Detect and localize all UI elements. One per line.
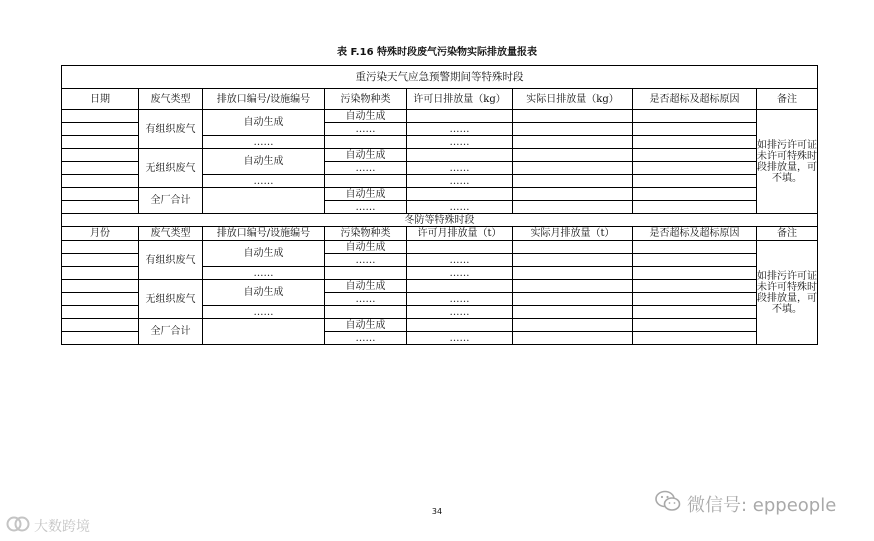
- pollutant-cell: ……: [325, 162, 407, 175]
- exceed-cell[interactable]: [633, 254, 757, 267]
- date-cell[interactable]: [62, 201, 139, 214]
- actual-cell[interactable]: [513, 162, 633, 175]
- remark-cell: 如排污许可证未许可特殊时段排放量，可不填。: [757, 241, 818, 345]
- month-cell[interactable]: [62, 319, 139, 332]
- exceed-cell[interactable]: [633, 123, 757, 136]
- header-gas-type: 废气类型: [139, 227, 203, 241]
- pollutant-cell[interactable]: [325, 306, 407, 319]
- date-cell[interactable]: [62, 188, 139, 201]
- pollutant-cell: 自动生成: [325, 149, 407, 162]
- emission-report-table: [61, 65, 818, 345]
- month-cell[interactable]: [62, 293, 139, 306]
- gas-type-cell: 全厂合计: [139, 188, 203, 214]
- permit-cell[interactable]: [407, 280, 513, 293]
- header-date: 日期: [62, 89, 139, 110]
- pollutant-cell: ……: [325, 293, 407, 306]
- header-remark: 备注: [757, 89, 818, 110]
- exceed-cell[interactable]: [633, 332, 757, 345]
- pollutant-cell[interactable]: [325, 267, 407, 280]
- header-row: [62, 89, 818, 110]
- actual-cell[interactable]: [513, 110, 633, 123]
- permit-cell: ……: [407, 175, 513, 188]
- pollutant-cell: 自动生成: [325, 319, 407, 332]
- header-gas-type: 废气类型: [139, 89, 203, 110]
- pollutant-cell: ……: [325, 332, 407, 345]
- month-cell[interactable]: [62, 267, 139, 280]
- month-cell[interactable]: [62, 254, 139, 267]
- table-row: [62, 149, 818, 162]
- month-cell[interactable]: [62, 306, 139, 319]
- date-cell[interactable]: [62, 162, 139, 175]
- pollutant-cell: ……: [325, 123, 407, 136]
- table-row: [62, 319, 818, 332]
- outlet-cell: 自动生成: [203, 280, 325, 306]
- pollutant-cell: 自动生成: [325, 110, 407, 123]
- brand-watermark: [6, 514, 90, 538]
- pollutant-cell: 自动生成: [325, 280, 407, 293]
- header-pollutant: 污染物种类: [325, 227, 407, 241]
- actual-cell[interactable]: [513, 332, 633, 345]
- table-caption: 表 F.16 特殊时段废气污染物实际排放量报表: [336, 47, 538, 58]
- exceed-cell[interactable]: [633, 306, 757, 319]
- header-exceed: 是否超标及超标原因: [633, 89, 757, 110]
- exceed-cell[interactable]: [633, 293, 757, 306]
- header-outlet-id: 排放口编号/设施编号: [203, 89, 325, 110]
- month-cell[interactable]: [62, 280, 139, 293]
- permit-cell[interactable]: [407, 149, 513, 162]
- pollutant-cell[interactable]: [325, 175, 407, 188]
- table-row: [62, 188, 818, 201]
- actual-cell[interactable]: [513, 175, 633, 188]
- actual-cell[interactable]: [513, 267, 633, 280]
- date-cell[interactable]: [62, 175, 139, 188]
- outlet-cell: [203, 319, 325, 345]
- page-number: 34: [431, 507, 443, 516]
- section-title-heavy-pollution: 重污染天气应急预警期间等特殊时段: [62, 66, 818, 89]
- gas-type-cell: 有组织废气: [139, 110, 203, 149]
- header-exceed: 是否超标及超标原因: [633, 227, 757, 241]
- permit-cell: ……: [407, 306, 513, 319]
- actual-cell[interactable]: [513, 241, 633, 254]
- exceed-cell[interactable]: [633, 241, 757, 254]
- actual-cell[interactable]: [513, 136, 633, 149]
- header-row: [62, 227, 818, 241]
- outlet-cell: 自动生成: [203, 241, 325, 267]
- pollutant-cell: 自动生成: [325, 241, 407, 254]
- date-cell[interactable]: [62, 110, 139, 123]
- exceed-cell[interactable]: [633, 267, 757, 280]
- actual-cell[interactable]: [513, 293, 633, 306]
- brand-watermark-text: 大数跨境: [34, 519, 90, 535]
- wechat-icon: [655, 490, 681, 517]
- permit-cell: ……: [407, 123, 513, 136]
- actual-cell[interactable]: [513, 188, 633, 201]
- date-cell[interactable]: [62, 123, 139, 136]
- wechat-watermark: [655, 490, 836, 517]
- permit-cell: ……: [407, 293, 513, 306]
- brand-logo-icon: [6, 514, 30, 538]
- permit-cell: ……: [407, 332, 513, 345]
- remark-cell: 如排污许可证未许可特殊时段排放量，可不填。: [757, 110, 818, 214]
- permit-cell[interactable]: [407, 241, 513, 254]
- gas-type-cell: 无组织废气: [139, 280, 203, 319]
- outlet-cell: ……: [203, 306, 325, 319]
- header-remark: 备注: [757, 227, 818, 241]
- outlet-cell: ……: [203, 175, 325, 188]
- permit-cell: ……: [407, 136, 513, 149]
- actual-cell[interactable]: [513, 254, 633, 267]
- exceed-cell[interactable]: [633, 188, 757, 201]
- header-outlet-id: 排放口编号/设施编号: [203, 227, 325, 241]
- header-actual-amount: 实际月排放量（t）: [513, 227, 633, 241]
- header-permit-amount: 许可日排放量（kg）: [407, 89, 513, 110]
- actual-cell[interactable]: [513, 149, 633, 162]
- permit-cell: ……: [407, 201, 513, 214]
- exceed-cell[interactable]: [633, 319, 757, 332]
- header-actual-amount: 实际日排放量（kg）: [513, 89, 633, 110]
- outlet-cell: 自动生成: [203, 149, 325, 175]
- actual-cell[interactable]: [513, 201, 633, 214]
- pollutant-cell: ……: [325, 254, 407, 267]
- exceed-cell[interactable]: [633, 136, 757, 149]
- header-permit-amount: 许可月排放量（t）: [407, 227, 513, 241]
- table-row: [62, 241, 818, 254]
- outlet-cell: [203, 188, 325, 214]
- month-cell[interactable]: [62, 241, 139, 254]
- table-row: [62, 110, 818, 123]
- permit-cell[interactable]: [407, 319, 513, 332]
- exceed-cell[interactable]: [633, 280, 757, 293]
- pollutant-cell: 自动生成: [325, 188, 407, 201]
- exceed-cell[interactable]: [633, 201, 757, 214]
- header-month: 月份: [62, 227, 139, 241]
- table-row: [62, 280, 818, 293]
- month-cell[interactable]: [62, 332, 139, 345]
- gas-type-cell: 无组织废气: [139, 149, 203, 188]
- wechat-watermark-text: 微信号: eppeople: [687, 494, 837, 516]
- section-title-winter: 冬防等特殊时段: [62, 214, 818, 227]
- date-cell[interactable]: [62, 136, 139, 149]
- actual-cell[interactable]: [513, 306, 633, 319]
- exceed-cell[interactable]: [633, 149, 757, 162]
- outlet-cell: ……: [203, 136, 325, 149]
- gas-type-cell: 有组织废气: [139, 241, 203, 280]
- exceed-cell[interactable]: [633, 162, 757, 175]
- gas-type-cell: 全厂合计: [139, 319, 203, 345]
- outlet-cell: ……: [203, 267, 325, 280]
- permit-cell[interactable]: [407, 188, 513, 201]
- pollutant-cell: ……: [325, 201, 407, 214]
- header-pollutant: 污染物种类: [325, 89, 407, 110]
- exceed-cell[interactable]: [633, 175, 757, 188]
- permit-cell: ……: [407, 254, 513, 267]
- pollutant-cell[interactable]: [325, 136, 407, 149]
- actual-cell[interactable]: [513, 280, 633, 293]
- exceed-cell[interactable]: [633, 110, 757, 123]
- permit-cell: ……: [407, 162, 513, 175]
- date-cell[interactable]: [62, 149, 139, 162]
- permit-cell[interactable]: [407, 110, 513, 123]
- permit-cell: ……: [407, 267, 513, 280]
- actual-cell[interactable]: [513, 123, 633, 136]
- actual-cell[interactable]: [513, 319, 633, 332]
- outlet-cell: 自动生成: [203, 110, 325, 136]
